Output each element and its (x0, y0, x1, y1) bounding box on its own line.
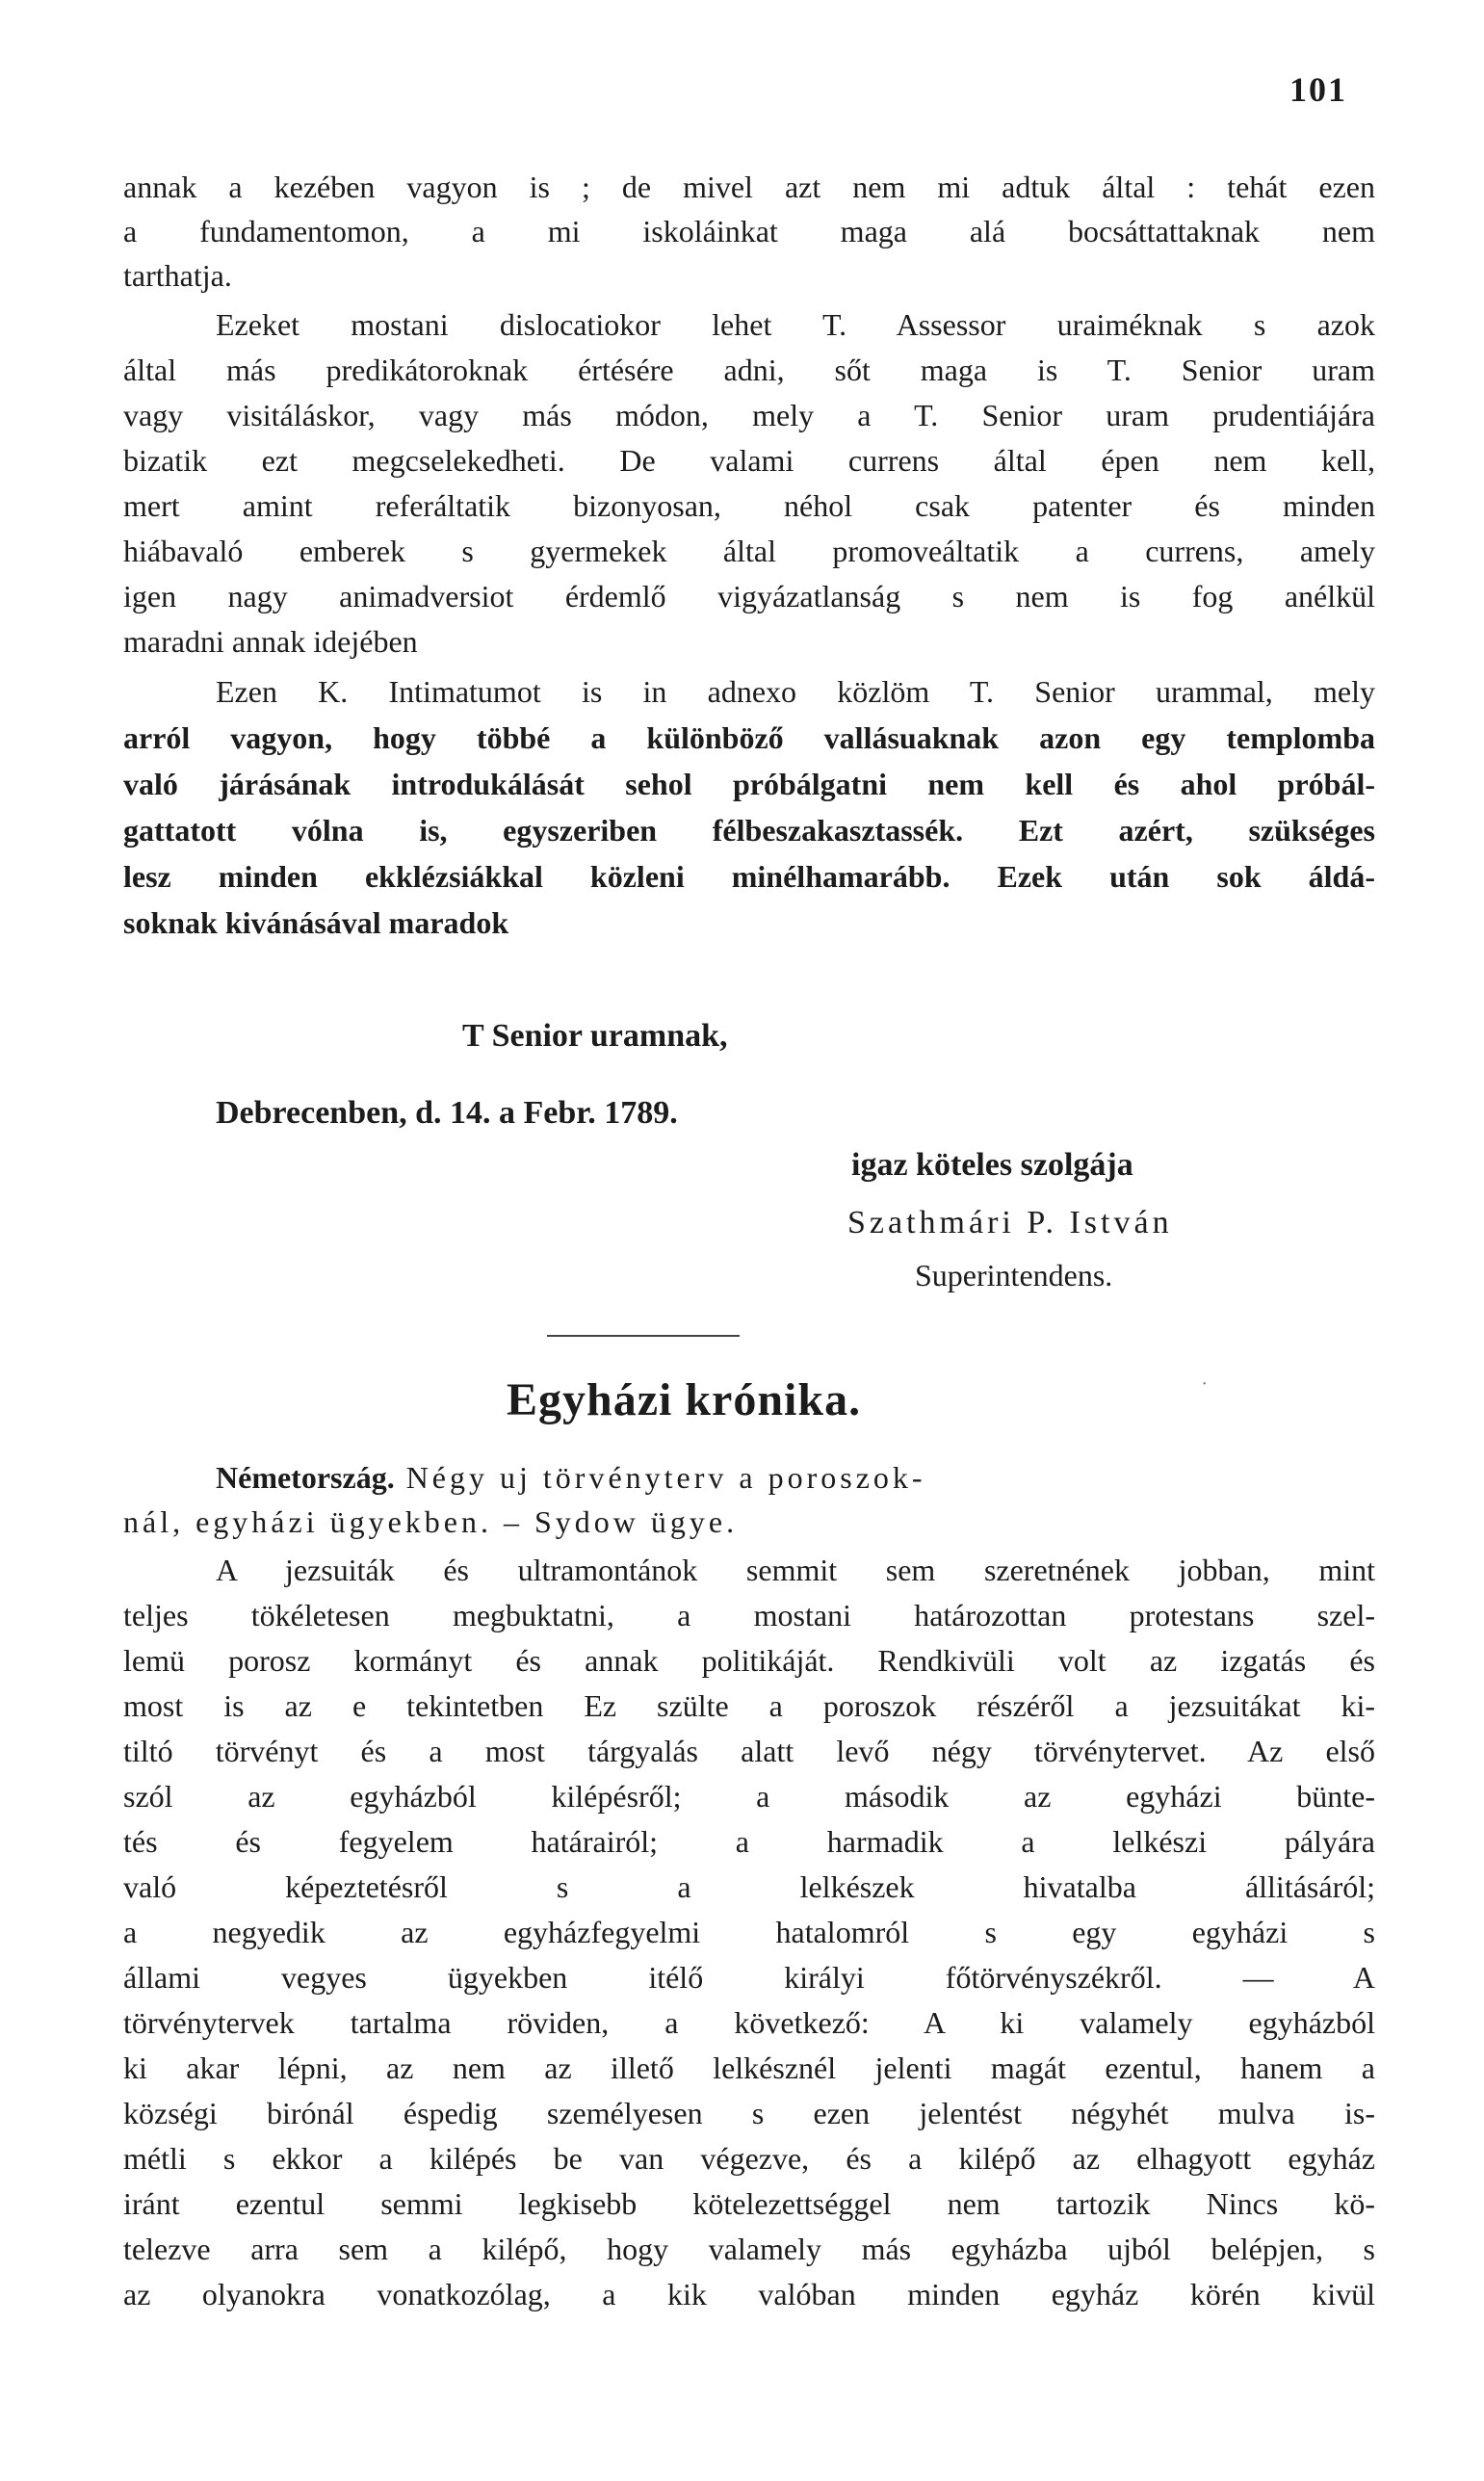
para3-line: Ezen K. Intimatumot is in adnexo közlöm T. Senior urammal, mely (216, 674, 1375, 709)
chronicle-lead-line (216, 1454, 1375, 1501)
chronicle-heading: Egyházi krónika. (507, 1374, 862, 1425)
para3-line: gattatott vólna is, egyszeriben félbeszakasztassék. Ezt azért, szükséges (123, 813, 1375, 848)
lead-text: Négy uj törvényterv a poroszok- (394, 1460, 926, 1495)
chronicle-line: való képeztetésről s a lelkészek hivatalba állitásáról; (123, 1869, 1375, 1904)
para2-line: vagy visitáláskor, vagy más módon, mely a T. Senior uram prudentiájára (123, 398, 1375, 432)
para2-line: bizatik ezt megcselekedheti. De valami currens által épen nem kell, (123, 443, 1375, 478)
chronicle-line: a negyedik az egyházfegyelmi hatalomról s egy egyházi s (123, 1915, 1375, 1949)
chronicle-line: községi birónál éspedig személyesen s ezen jelentést négyhét mulva is- (123, 2096, 1375, 2130)
para2-line: igen nagy animadversiot érdemlő vigyázatlanság s nem is fog anélkül (123, 579, 1375, 614)
page-number: 101 (1289, 70, 1347, 109)
chronicle-line: métli s ekkor a kilépés be van végezve, és a kilépő az elhagyott egyház (123, 2141, 1375, 2176)
chronicle-line: törvénytervek tartalma röviden, a következő: A ki valamely egyházból (123, 2005, 1375, 2040)
para2-line: mert amint referáltatik bizonyosan, néhol csak patenter és minden (123, 488, 1375, 523)
para3-line: arról vagyon, hogy többé a különböző vallásuaknak azon egy templomba (123, 720, 1375, 755)
chronicle-line: állami vegyes ügyekben itélő királyi főtörvényszékről. — A (123, 1960, 1375, 1995)
para3-line: való járásának introdukálását sehol próbálgatni nem kell és ahol próbál- (123, 767, 1375, 801)
chronicle-line: az olyanokra vonatkozólag, a kik valóban minden egyház körén kivül (123, 2277, 1375, 2311)
para3-line: lesz minden ekklézsiákkal közleni minélhamarább. Ezek után sok áldá- (123, 859, 1375, 894)
chronicle-line: telezve arra sem a kilépő, hogy valamely más egyházba ujból belépjen, s (123, 2232, 1375, 2266)
para2-line: által más predikátoroknak értésére adni, sőt maga is T. Senior uram (123, 353, 1375, 387)
signoff-place-date: Debrecenben, d. 14. a Febr. 1789. (216, 1095, 678, 1131)
chronicle-line: iránt ezentul semmi legkisebb kötelezettséggel nem tartozik Nincs kö- (123, 2186, 1375, 2221)
para3-line: soknak kivánásával maradok (123, 905, 509, 940)
signoff-name: Szathmári P. István (847, 1205, 1173, 1240)
chronicle-line: tiltó törvényt és a most tárgyalás alatt levő négy törvénytervet. Az első (123, 1734, 1375, 1768)
signoff-address: T Senior uramnak, (462, 1018, 728, 1054)
chronicle-line: most is az e tekintetben Ez szülte a poroszok részéről a jezsuitákat ki- (123, 1688, 1375, 1723)
chronicle-line: lemü porosz kormányt és annak politikáját. Rendkivüli volt az izgatás és (123, 1643, 1375, 1678)
signoff-closing: igaz köteles szolgája (851, 1147, 1133, 1183)
section-divider (547, 1335, 740, 1337)
para2-line: hiábavaló emberek s gyermekek által promoveáltatik a currens, amely (123, 534, 1375, 568)
chronicle-line: A jezsuiták és ultramontánok semmit sem szeretnének jobban, mint (216, 1553, 1375, 1587)
chronicle-line: teljes tökéletesen megbuktatni, a mostani határozottan protestans szel- (123, 1598, 1375, 1632)
chronicle-line: tés és fegyelem határairól; a harmadik a lelkészi pályára (123, 1824, 1375, 1859)
print-speck: ˙ (1201, 1377, 1209, 1401)
signoff-title: Superintendens. (915, 1258, 1113, 1293)
chronicle-subtitle: nál, egyházi ügyekben. – Sydow ügye. (123, 1504, 739, 1539)
para2-line: maradni annak idejében (123, 624, 418, 659)
para1-line: tarthatja. (123, 258, 232, 293)
para2-line: Ezeket mostani dislocatiokor lehet T. Assessor uraiméknak s azok (216, 307, 1375, 342)
para1-line: a fundamentomon, a mi iskoláinkat maga alá bocsáttattaknak nem (123, 214, 1375, 248)
chronicle-line: ki akar lépni, az nem az illető lelkésznél jelenti magát ezentul, hanem a (123, 2050, 1375, 2085)
country-label: Németország. (216, 1460, 395, 1495)
para1-line: annak a kezében vagyon is ; de mivel azt nem mi adtuk által : tehát ezen (123, 170, 1375, 204)
chronicle-line: szól az egyházból kilépésről; a második az egyházi bünte- (123, 1779, 1375, 1814)
